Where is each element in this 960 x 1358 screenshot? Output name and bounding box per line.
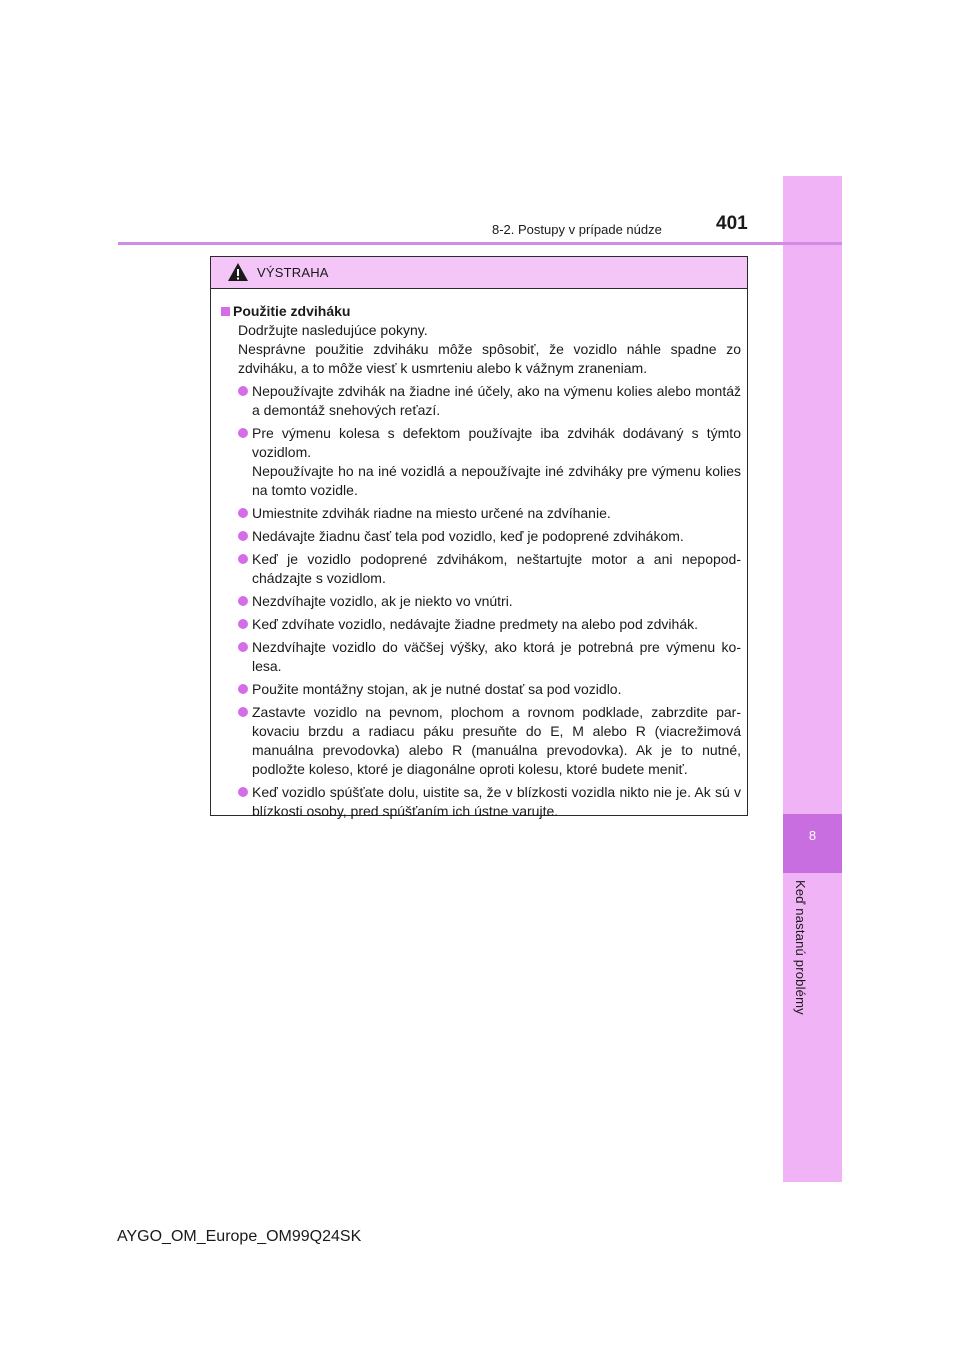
list-item-text: Keď zdvíhate vozidlo, nedávajte žiadne predmety na alebo pod zdvihák. (252, 616, 699, 632)
chapter-side-tab (783, 176, 842, 1182)
header-rule (118, 242, 842, 245)
list-item-text: Nezdvíhajte vozidlo do väčšej výšky, ako ktorá je potrebná pre výmenu ko-lesa. (252, 639, 741, 674)
warning-intro (238, 321, 741, 378)
warning-items (221, 382, 741, 821)
list-item (238, 783, 741, 821)
bullet-icon (238, 428, 248, 438)
document-code: AYGO_OM_Europe_OM99Q24SK (117, 1228, 362, 1245)
list-item (238, 424, 741, 500)
list-item-text: Keď vozidlo spúšťate dolu, uistite sa, že v blízkosti vozidla nikto nie je. Ak sú v blízkosti osoby, pred spúšťaním ich ústne varujte. (252, 784, 741, 819)
list-item-text: Keď je vozidlo podoprené zdvihákom, neštartujte motor a ani nepopod-chádzajte s vozidlom. (252, 551, 741, 586)
list-item-text: Nepoužívajte zdvihák na žiadne iné účely, ako na výmenu kolies alebo montáž a demontáž snehových reťazí. (252, 383, 741, 418)
warning-header (211, 257, 747, 289)
list-item-text: Použite montážny stojan, ak je nutné dostať sa pod vozidlo. (252, 681, 622, 697)
bullet-icon (238, 531, 248, 541)
list-item-text: Pre výmenu kolesa s defektom používajte iba zdvihák dodávaný s týmto vozidlom. (252, 425, 741, 460)
warning-body (211, 289, 747, 821)
list-item (238, 527, 741, 546)
bullet-icon (238, 684, 248, 694)
list-item (238, 638, 741, 676)
list-item (238, 382, 741, 420)
list-item-text: Zastavte vozidlo na pevnom, plochom a rovnom podklade, zabrzdite par-kovaciu brzdu a radiacu páku presuňte do E, M alebo R (viacrežimová manuálna prevodovka) alebo R (manuálna prevodovka). Ak je to nutné, podložte koleso, ktoré je diagonálne oproti kolesu, ktoré budete meniť. (252, 704, 741, 777)
chapter-number: 8 (808, 828, 817, 843)
list-item-text: Nepoužívajte ho na iné vozidlá a nepoužívajte iné zdviháky pre výmenu kolies na tomto vozidle. (252, 463, 741, 498)
warning-heading-text: Použitie zdviháku (233, 303, 351, 319)
intro-line: Dodržujte nasledujúce pokyny. (238, 322, 428, 338)
heading-square-icon (221, 307, 230, 316)
list-item-text: Nedávajte žiadnu časť tela pod vozidlo, keď je podoprené zdvihákom. (252, 528, 684, 544)
list-item (238, 703, 741, 779)
chapter-number-tab[interactable] (783, 814, 842, 873)
list-item-text: Nezdvíhajte vozidlo, ak je niekto vo vnútri. (252, 593, 513, 609)
warning-label: VÝSTRAHA (257, 265, 329, 280)
list-item (238, 592, 741, 611)
bullet-icon (238, 596, 248, 606)
bullet-icon (238, 787, 248, 797)
bullet-icon (238, 508, 248, 518)
section-title: 8-2. Postupy v prípade núdze (492, 222, 662, 237)
warning-heading (221, 302, 741, 321)
bullet-icon (238, 642, 248, 652)
warning-triangle-icon (227, 262, 249, 282)
list-item (238, 615, 741, 634)
bullet-icon (238, 707, 248, 717)
chapter-title: Keď nastanú problémy (793, 880, 808, 1015)
page-number: 401 (716, 213, 748, 234)
intro-line: Nesprávne použitie zdviháku môže spôsobiť, že vozidlo náhle spadne zo zdviháku, a to môže viesť k usmrteniu alebo k vážnym zraneniam. (238, 341, 741, 376)
warning-box (210, 256, 748, 819)
list-item (238, 550, 741, 588)
list-item (238, 504, 741, 523)
bullet-icon (238, 386, 248, 396)
list-item (238, 680, 741, 699)
bullet-icon (238, 554, 248, 564)
list-item-text: Umiestnite zdvihák riadne na miesto určené na zdvíhanie. (252, 505, 611, 521)
bullet-icon (238, 619, 248, 629)
